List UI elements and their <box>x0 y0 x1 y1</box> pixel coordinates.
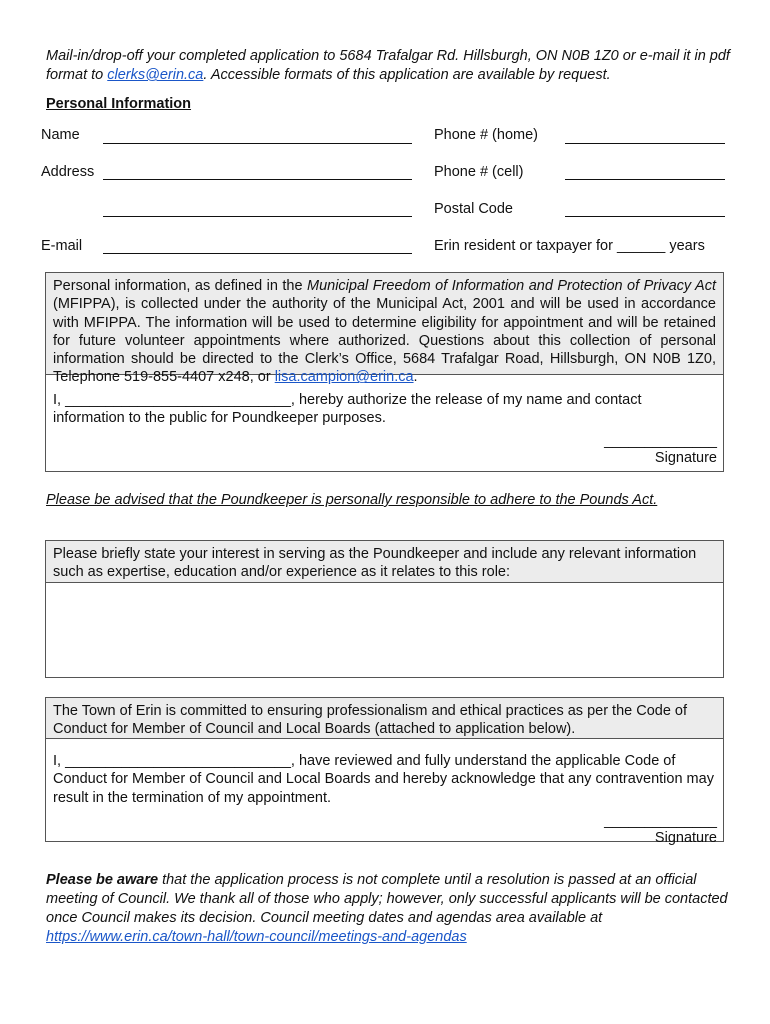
privacy-text-1: Personal information, as defined in the <box>53 278 307 294</box>
privacy-notice <box>46 273 723 386</box>
name-label: Name <box>41 127 80 143</box>
privacy-email-link[interactable]: lisa.campion@erin.ca <box>274 369 414 386</box>
conduct-acknowledgement: I, ____________________________, have reviewed and fully understand the applicable Code of Conduct for Member of Council and Local Boards and hereby acknowledge that any contravention may result in the termination of my appointment. <box>53 753 714 806</box>
privacy-act-name: Municipal Freedom of Information and Protection of Privacy Act <box>307 278 716 294</box>
privacy-authorization-box <box>45 272 724 472</box>
postal-code-label: Postal Code <box>434 201 513 217</box>
final-notice-text: that the application process is not complete until a resolution is passed at an official meeting of Council. We thank all of those who apply; however, only successful applicants will be contacted once Council makes its decision. Council meeting dates and agendas area available at <box>46 872 728 926</box>
conduct-signature-line[interactable]: ______________ <box>604 812 717 829</box>
address-field-line2[interactable] <box>103 216 412 217</box>
privacy-text-2: (MFIPPA), is collected under the authority of the Municipal Act, 2001 and will be used in accordance with MFIPPA. The information will be used to determine eligibility for appointment and will be retained for future volunteer appointments where authorized. Questions about this collection of personal information should be directed to the Clerk’s Office, 5684 Trafalgar Road, Hillsburgh, ON N0B 1Z0, Telephone 519-855-4407 x248, or <box>53 296 716 386</box>
authorize-signature-line[interactable]: ______________ <box>604 432 717 449</box>
address-label: Address <box>41 164 95 180</box>
email-label: E-mail <box>41 238 83 254</box>
authorize-statement: I, ____________________________, hereby authorize the release of my name and contact information to the public for Poundkeeper purposes. <box>53 392 642 427</box>
meetings-agendas-link[interactable]: https://www.erin.ca/town-hall/town-council/meetings-and-agendas <box>46 929 467 945</box>
authorize-signature-label: Signature <box>654 449 717 466</box>
poundkeeper-advisory: Please be advised that the Poundkeeper is personally responsible to adhere to the Pounds Act. <box>46 492 658 508</box>
phone-home-field[interactable] <box>565 143 725 144</box>
interest-box <box>45 540 724 678</box>
intro-text <box>46 47 736 85</box>
conduct-header: The Town of Erin is committed to ensuring professionalism and ethical practices as per the Code of Conduct for Member of Council and Local Boards (attached to application below). <box>46 698 723 739</box>
name-field[interactable] <box>103 143 412 144</box>
privacy-text-3: . <box>413 369 418 386</box>
intro-text-after: . Accessible formats of this application are available by request. <box>203 67 611 83</box>
email-field[interactable] <box>103 253 412 254</box>
section-title-personal: Personal Information <box>46 96 192 112</box>
interest-prompt: Please briefly state your interest in serving as the Poundkeeper and include any relevant information such as expertise, education and/or experience as it relates to this role: <box>46 541 723 583</box>
phone-home-label: Phone # (home) <box>434 127 538 143</box>
postal-code-field[interactable] <box>565 216 725 217</box>
resident-years-label: Erin resident or taxpayer for ______ years <box>434 238 705 254</box>
final-notice <box>46 871 736 947</box>
intro-text-before: Mail-in/drop-off your completed application to 5684 Trafalgar Rd. Hillsburgh, ON N0B 1Z0 or e-mail it in pdf format to <box>46 48 730 83</box>
interest-response-area[interactable] <box>46 583 723 677</box>
phone-cell-label: Phone # (cell) <box>434 164 524 180</box>
clerks-email-link[interactable]: clerks@erin.ca <box>107 67 204 83</box>
code-of-conduct-box <box>45 697 724 846</box>
address-field[interactable] <box>103 179 412 180</box>
conduct-signature-label: Signature <box>654 829 717 846</box>
phone-cell-field[interactable] <box>565 179 725 180</box>
final-notice-bold: Please be aware <box>46 872 159 888</box>
